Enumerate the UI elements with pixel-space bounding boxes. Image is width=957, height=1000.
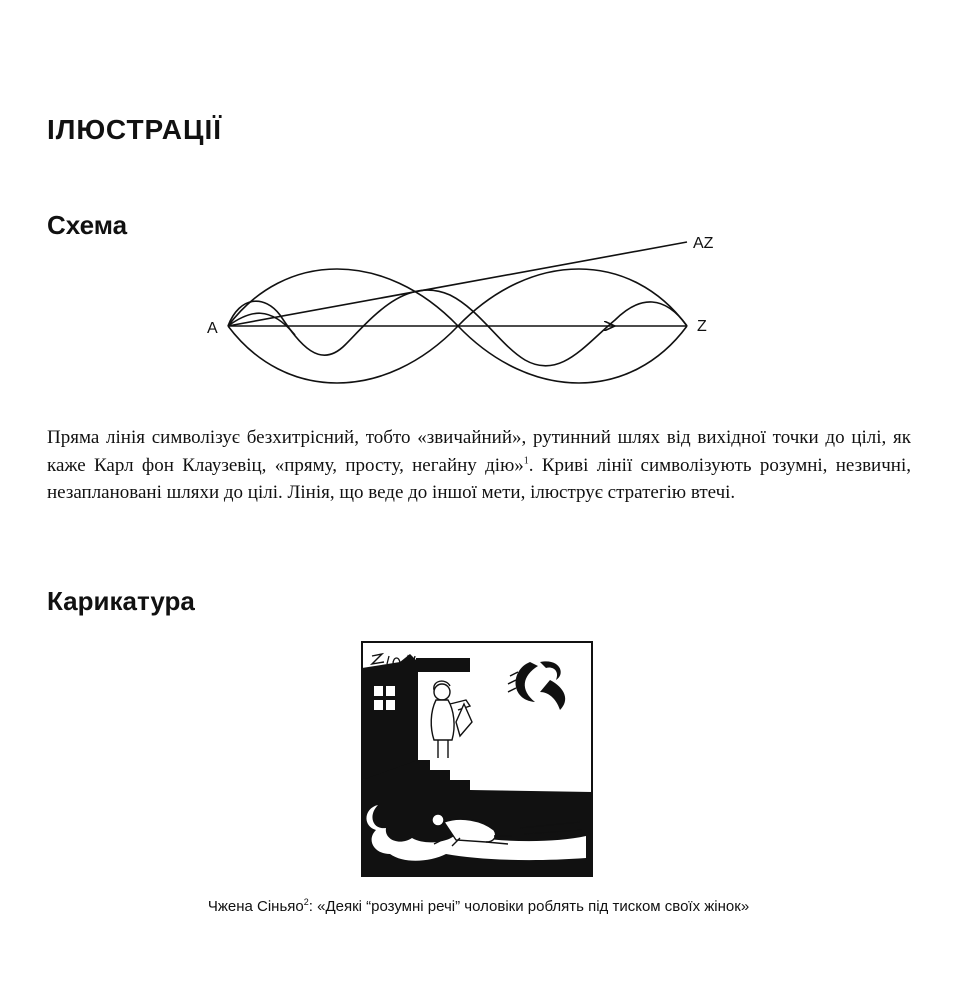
page-title: ІЛЮСТРАЦІЇ xyxy=(47,114,222,145)
escape-line xyxy=(228,242,687,326)
body-paragraph xyxy=(47,424,911,507)
label-start-a: A xyxy=(207,320,218,337)
dark-building xyxy=(362,654,418,780)
caption-author: Чжена Сіньяо xyxy=(207,898,304,915)
strategy-diagram xyxy=(195,225,735,395)
paragraph-text-part-1: Пряма лінія символізує безхитрісний, тобто «звичайний», рутинний шлях від вихідної точки до цілі, як каже Карл фон Клаузевіц, «пряму, просту, негайну дію» xyxy=(47,427,911,476)
label-end-z: Z xyxy=(697,318,707,335)
paragraph-text-part-2: . Криві лінії символізують розумні, незвичні, незаплановані шляхи до цілі. Лінія, що веде до іншої мети, ілюструє стратегію втечі. xyxy=(47,454,911,503)
wave-curve-small xyxy=(228,290,687,366)
footnote-ref-2: 2 xyxy=(303,897,309,907)
footnote-ref-1: 1 xyxy=(523,455,529,467)
section-title-scheme: Схема xyxy=(47,210,128,240)
section-title-cartoon: Карикатура xyxy=(47,586,195,616)
cartoon-caption xyxy=(0,898,957,915)
caption-text: : «Деякі “розумні речі” чоловіки роблять під тиском своїх жінок» xyxy=(308,898,750,915)
cartoon-image xyxy=(360,640,595,880)
label-escape-az: AZ xyxy=(693,235,714,252)
